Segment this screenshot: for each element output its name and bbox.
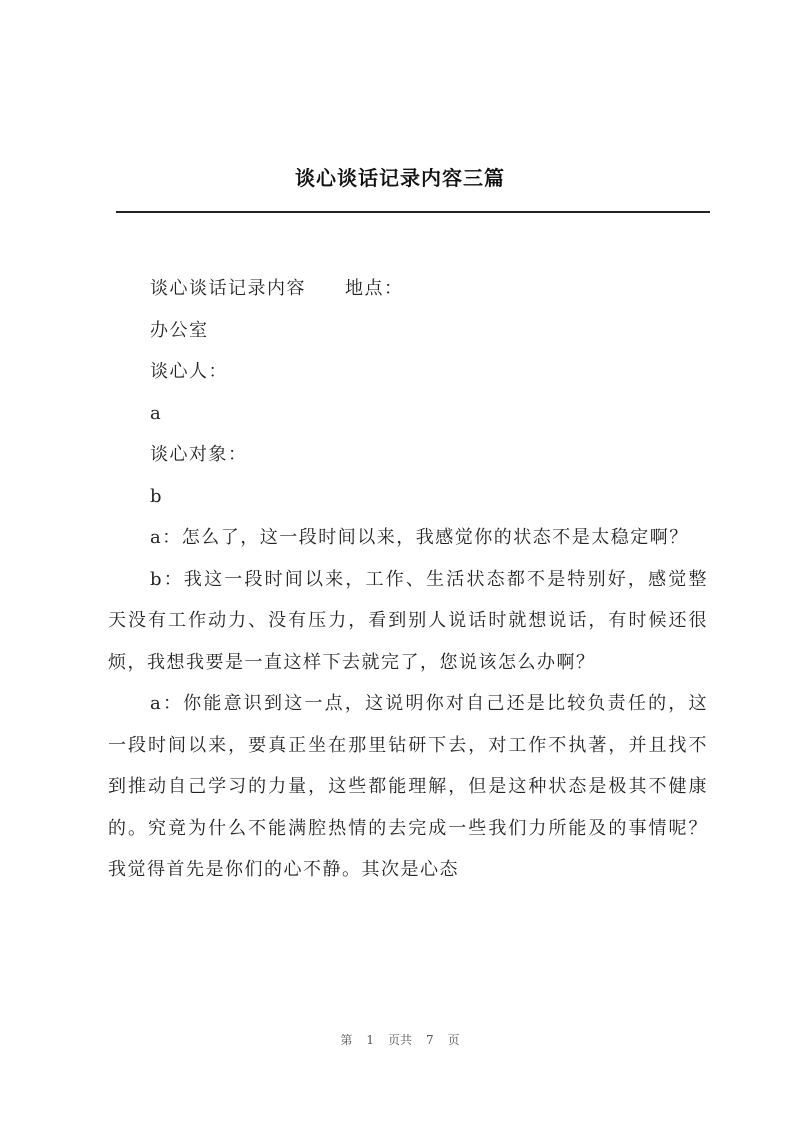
document-body [108, 268, 708, 891]
dialogue-paragraph: b：我这一段时间以来，工作、生活状态都不是特别好，感觉整天没有工作动力、没有压力，看到别人说话时就想说话，有时候还很烦，我想我要是一直这样下去就完了，您说该怎么办啊？ [108, 568, 708, 673]
footer-suffix: 页 [447, 1033, 460, 1047]
dialogue-paragraph: a：你能意识到这一点，这说明你对自己还是比较负责任的，这一段时间以来，要真正坐在那里钻研下去，对工作不执著，并且找不到推动自己学习的力量，这些都能理解，但是这种状态是极其不健康的。究竟为什么不能满腔热情的去完成一些我们力所能及的事情呢？我觉得首先是你们的心不静。其次是心态 [108, 693, 708, 880]
footer-total-pages: 7 [426, 1033, 434, 1047]
header-line-location: 办公室 [150, 319, 209, 341]
header-line-listener: b [150, 485, 164, 507]
dialogue-paragraph: a：怎么了，这一段时间以来，我感觉你的状态不是太稳定啊？ [150, 527, 689, 548]
footer-middle: 页共 [387, 1033, 412, 1047]
header-line-speaker: a [150, 402, 163, 424]
header-line-speaker-label: 谈心人： [150, 361, 228, 382]
footer-page-number: 1 [366, 1033, 374, 1047]
document-title: 谈心谈话记录内容三篇 [295, 166, 505, 190]
page-footer [0, 1031, 800, 1049]
header-line-listener-label: 谈心对象： [150, 444, 248, 465]
title-divider [116, 211, 710, 213]
header-line-topic: 谈心谈话记录内容 地点： [150, 278, 404, 299]
footer-prefix: 第 [340, 1033, 353, 1047]
